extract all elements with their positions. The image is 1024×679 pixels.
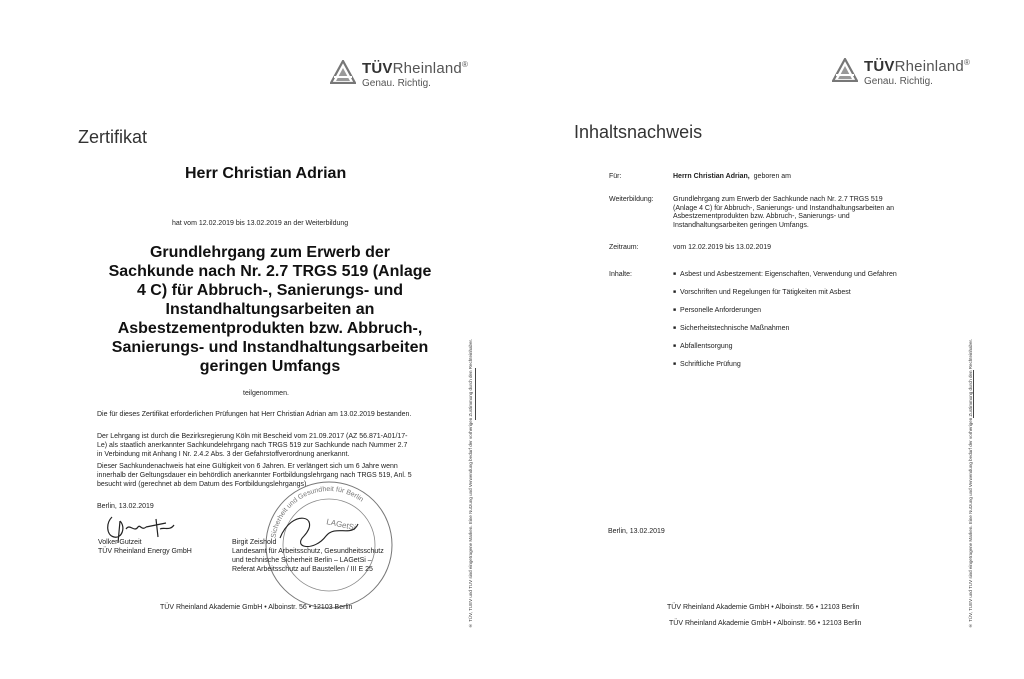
content-item: ■ Sicherheitstechnische Maßnahmen [673,325,789,332]
course-line: Grundlehrgang zum Erwerb der [149,244,391,261]
signer2-block: Birgit Zeishold Landesamt für Arbeitsschutz, Gesundheitsschutz und technische Sicherheit Berlin – LAGetSi – Referat Arbeitsschutz auf Baustellen / III E 25 [232,539,384,573]
footer-address: TÜV Rheinland Akademie GmbH • Alboinstr. 56 • 12103 Berlin [160,604,353,611]
course-line: Asbestzementprodukten bzw. Abbruch-, [117,320,423,337]
content-item: ■ Vorschriften und Regelungen für Tätigkeiten mit Asbest [673,289,851,296]
content-item: ■ Abfallentsorgung [673,343,733,350]
dates-line: hat vom 12.02.2019 bis 13.02.2019 an der Weiterbildung [172,220,349,227]
document-title: Inhaltsnachweis [574,122,703,142]
content-proof-page [505,0,1024,679]
document-title: Zertifikat [78,127,148,147]
tuv-triangle-icon [330,60,356,84]
content-item: ■ Schriftliche Prüfung [673,361,741,368]
exam-statement: Die für dieses Zertifikat erforderlichen Prüfungen hat Herr Christian Adrian am 13.02.2019 bestanden. [97,411,412,418]
course-line: Sachkunde nach Nr. 2.7 TRGS 519 (Anlage [108,263,432,280]
for-label: Für: [609,173,622,180]
content-item: ■ Asbest und Asbestzement: Eigenschaften, Verwendung und Gefahren [673,271,897,278]
tuv-logo [832,58,970,87]
for-suffix: geboren am [753,173,792,180]
side-trademark-note: ® TÜV, TUEV und TUV sind eingetragene Marken. Eine Nutzung und Verwendung bedarf der vorherigen Zustimmung durch den Rechteinhaber. [968,338,973,628]
period-label: Zeitraum: [609,244,639,251]
signer1-name: Volker Gutzeit [98,539,142,546]
seal-ring-text: Sicherheit und Gesundheit für Berlin [270,485,365,539]
logo-brand: TÜVRheinland® [864,58,971,75]
tuv-logo [330,60,468,89]
signer1-org: TÜV Rheinland Energy GmbH [98,548,192,555]
content-item: ■ Personelle Anforderungen [673,307,761,314]
logo-tagline: Genau. Richtig. [864,76,933,87]
tuv-triangle-icon [832,58,858,82]
course-line: geringen Umfangs [199,358,341,375]
recognition-text: Der Lehrgang ist durch die Bezirksregierung Köln mit Bescheid vom 21.09.2017 (AZ 56.871-A01/17- Le) als staatlich anerkannter Sachkundelehrgang nach TRGS 519 zur Sachkunde nach Nummer 2.7 in Verbindung mit Anhang I Nr. 2.4.2 Abs. 3 der Gefahrstoffverordnung anerkannt. [97,433,408,458]
side-trademark-note: ® TÜV, TUEV und TUV sind eingetragene Marken. Eine Nutzung und Verwendung bedarf der vorherigen Zustimmung durch den Rechteinhaber. [468,338,473,628]
footer-address-duplicate: TÜV Rheinland Akademie GmbH • Alboinstr. 56 • 12103 Berlin [669,620,862,627]
validity-text: Dieser Sachkundenachweis hat eine Gültigkeit von 6 Jahren. Er verlängert sich um 6 Jahre wenn innerhalb der Geltungsdauer ein behördlich anerkannter Fortbildungslehrgang nach TRGS 519, Anl. 5 besucht wird (gerechnet ab dem Datum des Fortbildungslehrgangs). [97,463,412,488]
course-line: Sanierungs- und Instandhaltungsarbeiten [111,339,429,356]
training-value: Grundlehrgang zum Erwerb der Sachkunde nach Nr. 2.7 TRGS 519 (Anlage 4 C) für Abbruch-, Sanierungs- und Instandhaltungsarbeiten an Asbestzementprodukten bzw. Abbruch-, Sanierungs- und Instandhaltungsarbeiten geringen Umfangs. [673,196,895,229]
certificate-page [0,0,490,679]
period-value: vom 12.02.2019 bis 13.02.2019 [673,244,772,251]
seal-text: LAGetSi [325,517,357,533]
recipient-name: Herr Christian Adrian [185,165,347,182]
for-name: Herrn Christian Adrian, [673,173,750,180]
side-barcode [973,370,974,418]
participated-text: teilgenommen. [243,390,289,397]
contents-label: Inhalte: [609,271,632,278]
side-barcode [475,368,476,420]
course-line: Instandhaltungsarbeiten an [165,301,375,318]
signer1-block [98,538,192,556]
place-date: Berlin, 13.02.2019 [608,528,665,535]
footer-address: TÜV Rheinland Akademie GmbH • Alboinstr. 56 • 12103 Berlin [667,604,860,611]
logo-brand: TÜVRheinland® [362,60,469,77]
logo-tagline: Genau. Richtig. [362,78,431,89]
place-date: Berlin, 13.02.2019 [97,503,154,510]
course-title [60,243,480,376]
course-line: 4 C) für Abbruch-, Sanierungs- und [136,282,404,299]
training-label: Weiterbildung: [609,196,654,203]
for-value [673,173,791,182]
